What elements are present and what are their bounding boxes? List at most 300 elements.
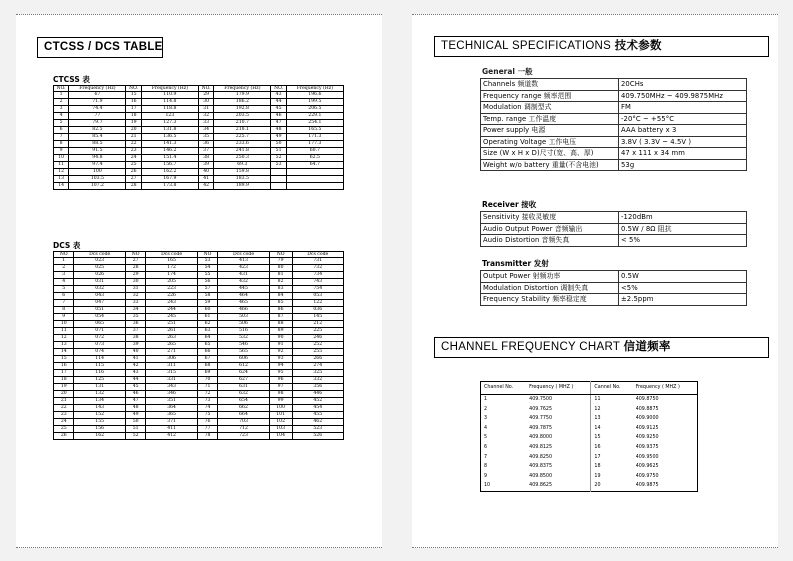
transmitter-spec-row — [481, 294, 747, 306]
ctcss-cell: 53 — [271, 162, 286, 169]
dcs-cell: 62 — [197, 321, 217, 328]
dcs-cell: 306 — [146, 356, 197, 363]
dcs-cell: 252 — [292, 342, 344, 349]
dcs-cell: 664 — [218, 412, 269, 419]
table-row — [54, 419, 344, 426]
dcs-cell: 131 — [74, 384, 125, 391]
ctcss-cell: 156.7 — [141, 162, 198, 169]
channel-cell: 9 — [484, 473, 488, 479]
dcs-cell: 33 — [125, 300, 145, 307]
table-row — [54, 307, 344, 314]
ctcss-cell: 37 — [198, 148, 213, 155]
dcs-cell: 99 — [269, 398, 292, 405]
dcs-cell: 371 — [146, 419, 197, 426]
dcs-cell: 67 — [197, 356, 217, 363]
receiver-spec-table — [480, 211, 747, 247]
channel-cell: 13 — [591, 414, 633, 424]
channel-cell: 409.9750 — [635, 473, 659, 479]
ctcss-cell: 159.8 — [214, 169, 271, 176]
dcs-cell: 423 — [218, 265, 269, 272]
ctcss-cell: 29 — [198, 92, 213, 99]
dcs-cell: 411 — [146, 426, 197, 433]
dcs-cell: 053 — [292, 293, 344, 300]
table-row — [54, 314, 344, 321]
ctcss-cell: 1 — [54, 92, 69, 99]
dcs-cell: 466 — [218, 307, 269, 314]
dcs-cell: 152 — [74, 412, 125, 419]
table-row — [54, 127, 344, 134]
transmitter-label: Transmitter 发射 — [482, 259, 549, 268]
dcs-cell: 98 — [269, 391, 292, 398]
dcs-cell: 145 — [292, 314, 344, 321]
channel-cell: 409.8750 — [635, 397, 659, 402]
channel-cell: 409.9875 — [635, 483, 659, 489]
dcs-cell: 75 — [197, 412, 217, 419]
table-row — [54, 384, 344, 391]
dcs-cell: 445 — [218, 286, 269, 293]
table-row — [54, 405, 344, 412]
general-spec-row — [481, 79, 747, 91]
dcs-cell: 77 — [197, 426, 217, 433]
dcs-cell: 412 — [146, 433, 197, 440]
dcs-cell: 43 — [125, 370, 145, 377]
general-spec-row — [481, 90, 747, 102]
dcs-cell: 143 — [74, 405, 125, 412]
ctcss-header-cell: Frequency (Hz) — [141, 86, 198, 92]
ctcss-cell: 28 — [126, 183, 141, 190]
channel-cell: 409.9500 — [635, 454, 659, 460]
dcs-cell: 454 — [292, 405, 344, 412]
ctcss-cell: 64.7 — [286, 162, 343, 169]
dcs-cell: 516 — [218, 328, 269, 335]
channel-cell: 8 — [484, 464, 488, 470]
dcs-cell: 036 — [292, 307, 344, 314]
dcs-cell: 074 — [74, 349, 125, 356]
general-spec-value: AAA battery x 3 — [619, 125, 747, 137]
dcs-cell: 654 — [218, 398, 269, 405]
ctcss-cell: 9 — [54, 148, 69, 155]
ctcss-header-cell: Frequency (Hz) — [69, 86, 126, 92]
channel-cell: 17 — [591, 453, 633, 463]
dcs-cell: 5 — [54, 286, 74, 293]
dcs-cell: 76 — [197, 419, 217, 426]
dcs-cell: 116 — [74, 370, 125, 377]
general-spec-value: -20°C ~ +55°C — [619, 113, 747, 125]
ctcss-cell: 27 — [126, 176, 141, 183]
dcs-label: DCS 表 — [53, 241, 81, 250]
ctcss-cell: 2 — [54, 99, 69, 106]
ctcss-cell: 114.8 — [141, 99, 198, 106]
table-row — [481, 453, 698, 463]
dcs-cell: 731 — [292, 258, 344, 265]
dcs-cell: 41 — [125, 356, 145, 363]
ctcss-cell: 218.1 — [214, 127, 271, 134]
channel-cell: 409.7875 — [529, 425, 553, 431]
dcs-cell: 025 — [74, 265, 125, 272]
dcs-cell: 263 — [146, 335, 197, 342]
dcs-cell: 627 — [218, 377, 269, 384]
transmitter-spec-key: Output Power 射频功率 — [481, 271, 619, 283]
ctcss-cell: 34 — [198, 127, 213, 134]
dcs-cell: 101 — [269, 412, 292, 419]
ctcss-cell: 19 — [126, 120, 141, 127]
dcs-cell: 16 — [54, 363, 74, 370]
transmitter-spec-row — [481, 271, 747, 283]
ctcss-cell: 23 — [126, 148, 141, 155]
dcs-cell: 69 — [197, 370, 217, 377]
ctcss-cell: 33 — [198, 120, 213, 127]
ctcss-cell — [271, 176, 286, 183]
ctcss-cell: 82.5 — [69, 127, 126, 134]
dcs-cell: 051 — [74, 307, 125, 314]
dcs-cell: 73 — [197, 398, 217, 405]
dcs-cell: 27 — [125, 258, 145, 265]
ctcss-cell: 173.8 — [141, 183, 198, 190]
ctcss-cell: 39 — [198, 162, 213, 169]
channel-cell: 19 — [591, 472, 633, 482]
general-spec-value: 3.8V ( 3.3V ~ 4.5V ) — [619, 136, 747, 148]
channel-chart-title-en: CHANNEL FREQUENCY CHART — [441, 341, 621, 353]
dcs-cell: 155 — [74, 419, 125, 426]
ctcss-cell: 123 — [141, 113, 198, 120]
dcs-cell: 47 — [125, 398, 145, 405]
table-row — [54, 113, 344, 120]
dcs-cell: 32 — [125, 293, 145, 300]
table-row — [54, 120, 344, 127]
dcs-cell: 446 — [292, 391, 344, 398]
dcs-cell: 332 — [292, 377, 344, 384]
dcs-cell: 244 — [146, 307, 197, 314]
ctcss-cell: 74.4 — [69, 106, 126, 113]
general-spec-value: FM — [619, 102, 747, 114]
dcs-cell: 12 — [54, 335, 74, 342]
general-label: General 一般 — [482, 67, 533, 76]
receiver-spec-value: -120dBm — [619, 212, 747, 224]
dcs-cell: 071 — [74, 328, 125, 335]
dcs-cell: 65 — [197, 342, 217, 349]
left-page — [16, 14, 382, 548]
dcs-cell: 122 — [292, 300, 344, 307]
dcs-cell: 104 — [269, 433, 292, 440]
dcs-cell: 23 — [54, 412, 74, 419]
table-row — [54, 370, 344, 377]
dcs-cell: 9 — [54, 314, 74, 321]
dcs-cell: 465 — [218, 300, 269, 307]
ctcss-cell: 100 — [69, 169, 126, 176]
transmitter-spec-value: <5% — [619, 282, 747, 294]
table-row — [54, 272, 344, 279]
table-row — [54, 363, 344, 370]
dcs-cell: 172 — [146, 265, 197, 272]
dcs-cell: 365 — [146, 412, 197, 419]
table-row — [54, 162, 344, 169]
transmitter-spec-table — [480, 270, 747, 306]
dcs-cell: 96 — [269, 377, 292, 384]
tech-spec-title — [434, 36, 769, 57]
ctcss-cell: 12 — [54, 169, 69, 176]
ctcss-cell: 136.5 — [141, 134, 198, 141]
dcs-cell: 271 — [146, 349, 197, 356]
ctcss-cell: 186.2 — [214, 99, 271, 106]
ctcss-cell: 85.4 — [69, 134, 126, 141]
table-row — [481, 462, 698, 472]
dcs-cell: 413 — [218, 258, 269, 265]
channel-cell: 6 — [484, 444, 488, 450]
dcs-cell: 023 — [74, 258, 125, 265]
table-row — [54, 148, 344, 155]
table-row — [481, 481, 698, 491]
general-spec-key: Frequency range 频率范围 — [481, 90, 619, 102]
dcs-cell: 20 — [54, 391, 74, 398]
general-spec-key: Size (W x H x D)尺寸(宽、高、厚) — [481, 148, 619, 160]
ctcss-cell: 131.8 — [141, 127, 198, 134]
dcs-cell: 3 — [54, 272, 74, 279]
ctcss-cell: 141.3 — [141, 141, 198, 148]
ctcss-label: CTCSS 表 — [53, 75, 90, 84]
table-row — [54, 258, 344, 265]
dcs-cell: 156 — [74, 426, 125, 433]
general-spec-table — [480, 78, 747, 171]
dcs-cell: 54 — [197, 265, 217, 272]
receiver-spec-key: Audio Output Power 音频输出 — [481, 223, 619, 235]
table-row — [54, 412, 344, 419]
dcs-cell: 032 — [74, 286, 125, 293]
dcs-cell: 226 — [146, 293, 197, 300]
table-row — [481, 405, 698, 415]
dcs-cell: 18 — [54, 377, 74, 384]
general-spec-row — [481, 159, 747, 171]
channel-cell: 409.9250 — [635, 435, 659, 441]
dcs-cell: 49 — [125, 412, 145, 419]
ctcss-header-cell: NO. — [271, 86, 286, 92]
dcs-cell: 223 — [146, 286, 197, 293]
channel-cell: 2 — [484, 406, 488, 412]
dcs-cell: 165 — [146, 258, 197, 265]
dcs-cell: 464 — [218, 293, 269, 300]
ctcss-cell: 44 — [271, 99, 286, 106]
ctcss-cell: 107.2 — [69, 183, 126, 190]
tech-spec-title-en: TECHNICAL SPECIFICATIONS — [441, 40, 612, 52]
dcs-cell: 22 — [54, 405, 74, 412]
table-row — [481, 433, 698, 443]
dcs-cell: 364 — [146, 405, 197, 412]
dcs-cell: 38 — [125, 335, 145, 342]
channel-cell: 409.9125 — [635, 425, 659, 431]
table-row — [54, 342, 344, 349]
dcs-cell: 723 — [218, 433, 269, 440]
ctcss-cell: 25 — [126, 162, 141, 169]
table-row — [54, 349, 344, 356]
channel-cell: 20 — [591, 481, 633, 491]
dcs-cell: 39 — [125, 342, 145, 349]
ctcss-cell: 11 — [54, 162, 69, 169]
dcs-header-cell: NO — [54, 252, 74, 258]
dcs-cell: 245 — [146, 314, 197, 321]
general-spec-key: Channels 频道数 — [481, 79, 619, 91]
dcs-cell: 134 — [74, 398, 125, 405]
ctcss-cell: 233.6 — [214, 141, 271, 148]
dcs-cell: 24 — [54, 419, 74, 426]
ctcss-table — [53, 85, 344, 190]
channel-cell: 409.7625 — [529, 406, 553, 412]
table-row — [481, 443, 698, 453]
dcs-cell: 29 — [125, 272, 145, 279]
dcs-cell: 606 — [218, 356, 269, 363]
ctcss-cell: 206.5 — [286, 106, 343, 113]
ctcss-cell: 40 — [198, 169, 213, 176]
dcs-cell: 87 — [269, 314, 292, 321]
ctcss-cell — [271, 169, 286, 176]
table-row — [54, 279, 344, 286]
general-spec-row — [481, 113, 747, 125]
channel-frequency-table — [480, 381, 698, 492]
receiver-spec-row — [481, 212, 747, 224]
dcs-cell: 58 — [197, 293, 217, 300]
ctcss-cell: 127.3 — [141, 120, 198, 127]
ctcss-cell: 38 — [198, 155, 213, 162]
general-spec-row — [481, 136, 747, 148]
dcs-cell: 102 — [269, 419, 292, 426]
ctcss-cell: 35 — [198, 134, 213, 141]
dcs-cell: 74 — [197, 405, 217, 412]
dcs-cell: 662 — [218, 405, 269, 412]
ctcss-cell — [286, 176, 343, 183]
ctcss-cell: 91.5 — [69, 148, 126, 155]
ctcss-header-cell: NO. — [198, 86, 213, 92]
ctcss-cell: 20 — [126, 127, 141, 134]
dcs-cell: 431 — [218, 272, 269, 279]
table-row — [54, 176, 344, 183]
dcs-cell: 63 — [197, 328, 217, 335]
dcs-cell: 82 — [269, 279, 292, 286]
channel-cell: 12 — [591, 405, 633, 415]
dcs-header-cell: Dcs code — [218, 252, 269, 258]
dcs-cell: 251 — [146, 321, 197, 328]
dcs-cell: 162 — [74, 433, 125, 440]
dcs-cell: 66 — [197, 349, 217, 356]
channel-cell: 409.7500 — [529, 397, 553, 402]
dcs-cell: 532 — [218, 335, 269, 342]
dcs-cell: 19 — [54, 384, 74, 391]
table-row — [54, 92, 344, 99]
ctcss-cell: 18 — [126, 113, 141, 120]
dcs-cell: 57 — [197, 286, 217, 293]
transmitter-spec-key: Modulation Distortion 调制失真 — [481, 282, 619, 294]
dcs-cell: 97 — [269, 384, 292, 391]
dcs-cell: 55 — [197, 272, 217, 279]
dcs-cell: 37 — [125, 328, 145, 335]
general-spec-key: Modulation 调制型式 — [481, 102, 619, 114]
ctcss-cell: 10 — [54, 155, 69, 162]
channel-cell: 409.8000 — [529, 435, 553, 441]
ctcss-cell: 5 — [54, 120, 69, 127]
ctcss-cell: 97.4 — [69, 162, 126, 169]
ctcss-cell — [286, 183, 343, 190]
dcs-cell: 2 — [54, 265, 74, 272]
ctcss-cell: 151.4 — [141, 155, 198, 162]
ctcss-cell: 71.9 — [69, 99, 126, 106]
dcs-cell: 48 — [125, 405, 145, 412]
ctcss-header-cell: Frequency (Hz) — [286, 86, 343, 92]
dcs-cell: 343 — [146, 384, 197, 391]
table-row — [54, 335, 344, 342]
ctcss-cell: 60.7 — [286, 148, 343, 155]
dcs-cell: 031 — [74, 279, 125, 286]
dcs-cell: 734 — [292, 272, 344, 279]
dcs-cell: 6 — [54, 293, 74, 300]
table-row — [54, 169, 344, 176]
ctcss-cell: 32 — [198, 113, 213, 120]
ctcss-cell: 50 — [271, 141, 286, 148]
dcs-cell: 30 — [125, 279, 145, 286]
ctcss-cell: 52 — [271, 155, 286, 162]
ctcss-cell: 183.5 — [214, 176, 271, 183]
ctcss-cell: 254.1 — [286, 120, 343, 127]
dcs-cell: 255 — [292, 349, 344, 356]
channel-cell: 409.9375 — [635, 444, 659, 450]
table-row — [54, 433, 344, 440]
table-row — [54, 398, 344, 405]
channel-cell: 409.8625 — [529, 483, 553, 489]
dcs-cell: 56 — [197, 279, 217, 286]
dcs-cell: 225 — [292, 328, 344, 335]
dcs-cell: 95 — [269, 370, 292, 377]
table-row — [54, 293, 344, 300]
dcs-cell: 047 — [74, 300, 125, 307]
ctcss-cell: 51 — [271, 148, 286, 155]
dcs-cell: 346 — [146, 391, 197, 398]
ctcss-cell: 210.7 — [214, 120, 271, 127]
table-row — [54, 377, 344, 384]
channel-cell: 409.7750 — [529, 416, 553, 422]
dcs-cell: 60 — [197, 307, 217, 314]
ctcss-cell: 196.6 — [286, 92, 343, 99]
table-row — [54, 391, 344, 398]
dcs-cell: 36 — [125, 321, 145, 328]
dcs-cell: 523 — [292, 426, 344, 433]
general-spec-row — [481, 102, 747, 114]
ctcss-cell: 199.5 — [286, 99, 343, 106]
channel-chart-title-cn: 信道频率 — [623, 341, 671, 353]
dcs-cell: 073 — [74, 342, 125, 349]
dcs-cell: 26 — [54, 433, 74, 440]
channel-header-cell: Channel No. — [481, 382, 527, 395]
ctcss-cell: 31 — [198, 106, 213, 113]
dcs-cell: 712 — [218, 426, 269, 433]
dcs-header-cell: Dcs code — [146, 252, 197, 258]
ctcss-cell: 165.5 — [286, 127, 343, 134]
table-row — [54, 321, 344, 328]
dcs-header-cell: Dcs code — [292, 252, 344, 258]
channel-cell: 14 — [591, 424, 633, 434]
channel-header-cell: Frequency ( MHZ ) — [633, 382, 698, 395]
receiver-spec-value: 0.5W / 8Ω 阻抗 — [619, 223, 747, 235]
ctcss-cell — [271, 183, 286, 190]
general-spec-row — [481, 125, 747, 137]
table-row — [54, 265, 344, 272]
table-row — [54, 356, 344, 363]
general-spec-value: 53g — [619, 159, 747, 171]
ctcss-cell: 189.9 — [214, 183, 271, 190]
dcs-cell: 93 — [269, 356, 292, 363]
dcs-cell: 526 — [292, 433, 344, 440]
dcs-cell: 432 — [218, 279, 269, 286]
dcs-cell: 732 — [292, 265, 344, 272]
dcs-cell: 174 — [146, 272, 197, 279]
dcs-cell: 42 — [125, 363, 145, 370]
dcs-cell: 79 — [269, 258, 292, 265]
transmitter-spec-value: 0.5W — [619, 271, 747, 283]
